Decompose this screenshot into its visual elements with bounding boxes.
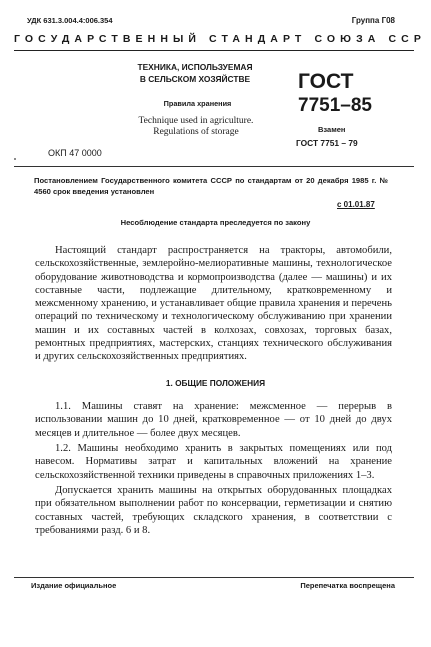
instead-label: Взамен: [318, 125, 346, 134]
paragraph-1-2-cont: Допускается хранить машины на открытых оборудованных площадках при обязательном выполнении работ по консервации, герметизации и снятию составных частей, требующих складского хранения, в соответствии с требованиями разд. 6 и 8.: [35, 485, 392, 536]
title-line-1: ТЕХНИКА, ИСПОЛЬЗУЕМАЯ: [137, 62, 253, 72]
instead-value: ГОСТ 7751 – 79: [296, 138, 358, 148]
penalty-notice: Несоблюдение стандарта преследуется по закону: [120, 218, 311, 227]
footer-rule: [14, 577, 414, 578]
decree-text: Постановлением Государственного комитета СССР по стандартам от 20 декабря 1985 г. № 4560 срок введения установлен: [34, 176, 388, 196]
margin-dot: [14, 158, 16, 160]
header-rule: [14, 50, 414, 51]
english-title-line-1: Technique used in agriculture.: [138, 116, 254, 126]
paragraph-1-2: 1.2. Машины необходимо хранить в закрытых помещениях или под навесом. Нормативы затрат и капитальных вложений на хранение сельскохозяйственной техники приведены в справочных приложениях 1–3.: [35, 443, 392, 481]
reprint-prohibited-note: Перепечатка воспрещена: [300, 581, 395, 590]
document-title: [120, 62, 270, 85]
intro-paragraph: Настоящий стандарт распространяется на тракторы, автомобили, сельскохозяйственные, землеройно-мелиоративные машины, технологическое оборудование животноводства и кормопроизводства (далее — машины) и их составные части, подлежащие длительному, кратковременному и межсменному хранению, и устанавливает общие правила хранения и перечень операций по техническому и технологическому обслуживанию при хранении машин и их составных частей в колхозах, совхозах, торговых базах, ремонтных предприятиях, мастерских, станциях технического обслуживания и других сельскохозяйственных предприятиях.: [35, 245, 392, 363]
effective-date: с 01.01.87: [337, 200, 375, 209]
section-heading: 1. ОБЩИЕ ПОЛОЖЕНИЯ: [165, 378, 266, 388]
english-title-line-2: Regulations of storage: [153, 127, 239, 137]
group-code: Группа Г08: [351, 16, 395, 25]
english-title: [120, 116, 272, 138]
udk-code: УДК 631.3.004.4:006.354: [27, 16, 113, 25]
official-edition-note: Издание официальное: [31, 581, 117, 590]
standard-banner: ГОСУДАРСТВЕННЫЙ СТАНДАРТ СОЮЗА ССР: [14, 33, 426, 45]
paragraph-1-1: 1.1. Машины ставят на хранение: межсменное — перерыв в использовании машин до 10 дней, кратковременное — от 10 дней до двух месяцев и длительное — более двух месяцев.: [35, 401, 392, 439]
gost-label: ГОСТ: [298, 70, 354, 93]
title-line-2: В СЕЛЬСКОМ ХОЗЯЙСТВЕ: [139, 73, 251, 84]
document-subtitle: Правила хранения: [163, 99, 232, 108]
okp-code: ОКП 47 0000: [48, 148, 102, 158]
gost-number: 7751–85: [298, 95, 372, 116]
title-block-rule: [14, 166, 414, 167]
